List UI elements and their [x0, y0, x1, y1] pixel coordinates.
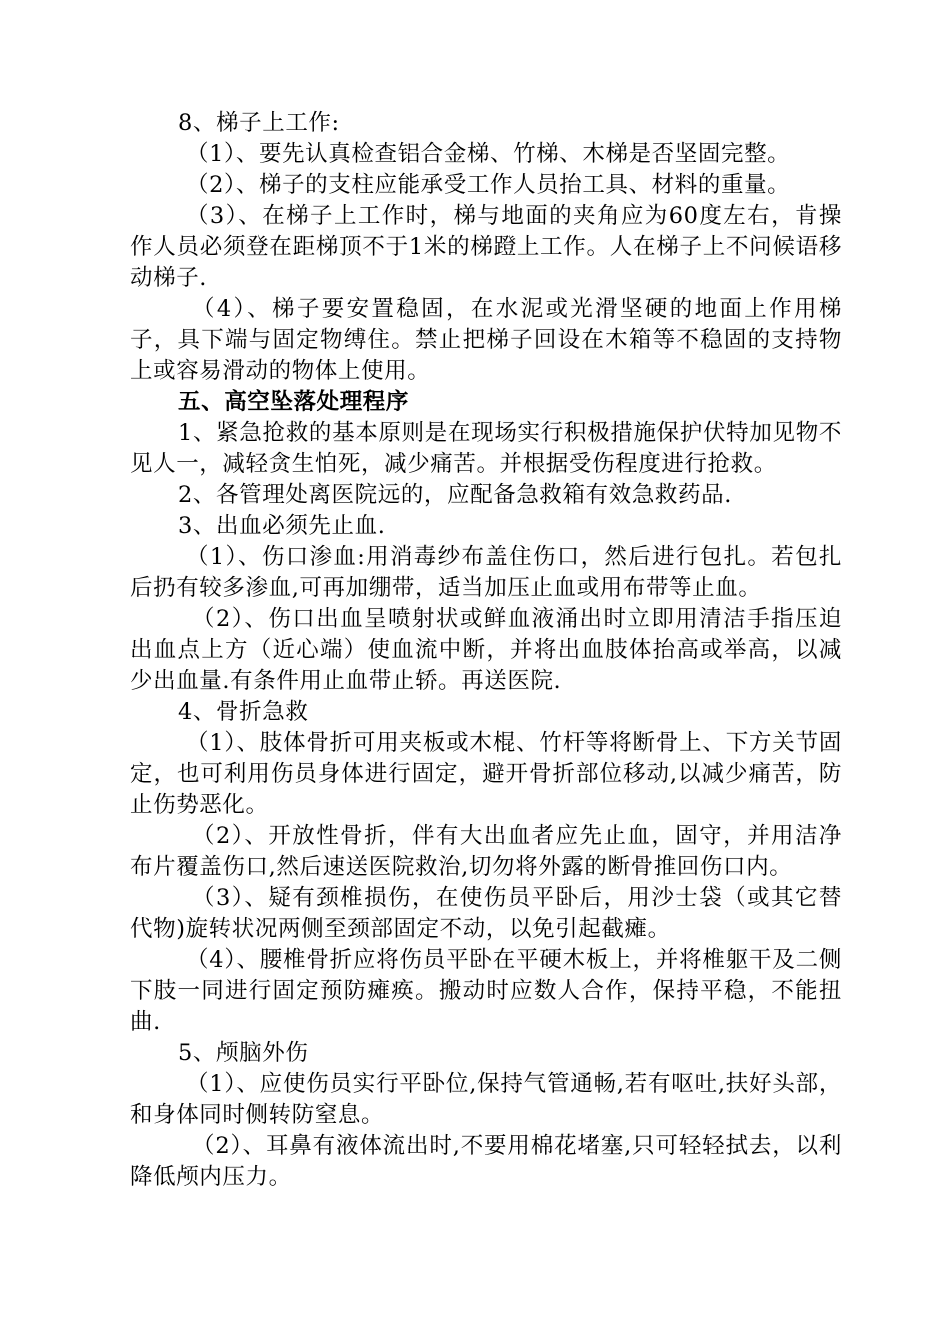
section-heading-fall-procedure: 五、高空坠落处理程序	[178, 389, 410, 415]
item-4-3-cervical-injury: （3）、疑有颈椎损伤，在使伤员平卧后，用沙士袋（或其它替代物)旋转状况两侧至颈部固定不动，以免引起截瘫。	[130, 885, 842, 942]
item-8-2-ladder-support: （2）、梯子的支柱应能承受工作人员抬工具、材料的重量。	[186, 172, 791, 198]
item-3-1-wound-seepage: （1）、伤口渗血:用消毒纱布盖住伤口，然后进行包扎。若包扎后扔有较多渗血,可再加绷带，适当加压止血或用布带等止血。	[130, 544, 842, 601]
item-8-1-check-ladder: （1）、要先认真检查铝合金梯、竹梯、木梯是否坚固完整。	[186, 141, 791, 167]
item-4-4-lumbar-fracture: （4）、腰椎骨折应将伤员平卧在平硬木板上，并将椎躯干及二侧下肢一同进行固定预防瘫痪。搬动时应数人合作，保持平稳，不能扭曲.	[130, 947, 842, 1035]
item-3-2-jet-bleeding: （2）、伤口出血呈喷射状或鲜血液涌出时立即用清洁手指压迫出血点上方（近心端）使血流中断，并将出血肢体抬高或举高，以减少出血量.有条件用止血带止轿。再送医院.	[130, 606, 842, 694]
item-1-rescue-principle: 1、紧急抢救的基本原则是在现场实行积极措施保护伏特加见物不见人一，减轻贪生怕死，减少痛苦。并根据受伤程度进行抢救。	[130, 420, 842, 477]
item-3-stop-bleeding: 3、出血必须先止血.	[178, 513, 386, 539]
item-8-3-ladder-angle: （3）、在梯子上工作时，梯与地面的夹角应为60度左右，肯操作人员必须登在距梯顶不于1米的梯蹬上工作。人在梯子上不问候语移动梯子.	[130, 203, 842, 291]
item-4-1-limb-fracture: （1）、肢体骨折可用夹板或木棍、竹杆等将断骨上、下方关节固定，也可利用伤员身体进行固定，避开骨折部位移动,以减少痛苦，防止伤势恶化。	[130, 730, 842, 818]
document-page	[130, 108, 842, 1193]
item-8-ladder-work: 8、梯子上工作:	[178, 110, 340, 136]
item-5-head-injury: 5、颅脑外伤	[178, 1040, 309, 1066]
item-2-first-aid-kit: 2、各管理处离医院远的，应配备急救箱有效急救药品.	[178, 482, 732, 508]
item-5-1-lie-flat: （1）、应使伤员实行平卧位,保持气管通畅,若有呕吐,扶好头部，和身体同时侧转防窒息。	[130, 1071, 842, 1128]
item-4-fracture-aid: 4、骨折急救	[178, 699, 309, 725]
item-4-2-open-fracture: （2）、开放性骨折，伴有大出血者应先止血，固守，并用洁净布片覆盖伤口,然后速送医院救治,切勿将外露的断骨推回伤口内。	[130, 823, 842, 880]
item-5-2-ear-nose-fluid: （2）、耳鼻有液体流出时,不要用棉花堵塞,只可轻轻拭去，以利降低颅内压力。	[130, 1133, 842, 1190]
item-8-4-ladder-stable: （4）、梯子要安置稳固，在水泥或光滑坚硬的地面上作用梯子，具下端与固定物缚住。禁止把梯子回设在木箱等不稳固的支持物上或容易滑动的物体上使用。	[130, 296, 842, 384]
